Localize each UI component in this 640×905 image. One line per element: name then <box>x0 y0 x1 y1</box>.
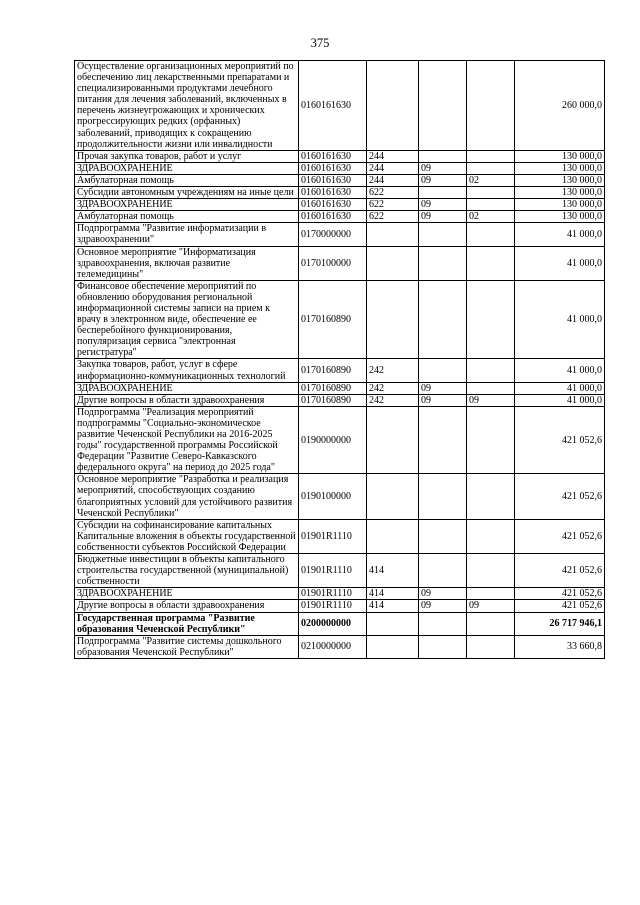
table-row <box>75 223 605 246</box>
target-code: 01901R1110 <box>299 600 367 612</box>
section <box>419 223 467 246</box>
table-row <box>75 612 605 635</box>
budget-table-body <box>75 61 605 659</box>
table-row <box>75 150 605 162</box>
table-row <box>75 600 605 612</box>
section <box>419 61 467 151</box>
subsection: 09 <box>467 394 515 406</box>
expense-type: 242 <box>367 359 419 382</box>
target-code: 0160161630 <box>299 211 367 223</box>
target-code: 0160161630 <box>299 199 367 211</box>
section <box>419 280 467 359</box>
amount: 130 000,0 <box>515 199 605 211</box>
row-name: Амбулаторная помощь <box>75 211 299 223</box>
row-name: Бюджетные инвестиции в объекты капитального строительства государственной (муниципальной) собственности <box>75 554 299 588</box>
expense-type: 244 <box>367 162 419 174</box>
target-code: 0210000000 <box>299 635 367 658</box>
amount: 130 000,0 <box>515 211 605 223</box>
amount: 33 660,8 <box>515 635 605 658</box>
row-name: ЗДРАВООХРАНЕНИЕ <box>75 162 299 174</box>
expense-type <box>367 61 419 151</box>
target-code: 0170160890 <box>299 359 367 382</box>
amount: 421 052,6 <box>515 600 605 612</box>
amount: 130 000,0 <box>515 162 605 174</box>
subsection <box>467 406 515 474</box>
amount: 41 000,0 <box>515 382 605 394</box>
section: 09 <box>419 600 467 612</box>
expense-type <box>367 223 419 246</box>
target-code: 0160161630 <box>299 61 367 151</box>
section <box>419 150 467 162</box>
amount: 421 052,6 <box>515 519 605 553</box>
target-code: 0170000000 <box>299 223 367 246</box>
page-number: 375 <box>310 36 330 50</box>
expense-type: 242 <box>367 394 419 406</box>
section: 09 <box>419 211 467 223</box>
expense-type <box>367 280 419 359</box>
subsection <box>467 199 515 211</box>
amount: 41 000,0 <box>515 359 605 382</box>
expense-type: 622 <box>367 199 419 211</box>
subsection: 02 <box>467 211 515 223</box>
amount: 421 052,6 <box>515 554 605 588</box>
expense-type <box>367 406 419 474</box>
amount: 130 000,0 <box>515 187 605 199</box>
section: 09 <box>419 162 467 174</box>
subsection <box>467 635 515 658</box>
section <box>419 406 467 474</box>
expense-type: 242 <box>367 382 419 394</box>
subsection <box>467 382 515 394</box>
section <box>419 359 467 382</box>
subsection <box>467 61 515 151</box>
amount: 421 052,6 <box>515 474 605 519</box>
subsection <box>467 612 515 635</box>
table-row <box>75 61 605 151</box>
table-row <box>75 382 605 394</box>
expense-type <box>367 519 419 553</box>
expense-type: 622 <box>367 187 419 199</box>
target-code: 0170160890 <box>299 382 367 394</box>
section: 09 <box>419 382 467 394</box>
row-name: Другие вопросы в области здравоохранения <box>75 394 299 406</box>
row-name: Осуществление организационных мероприятий по обеспечению лиц лекарственными препаратами и специализированными продуктами лечебного питания для лечения заболеваний, включенных в перечень жизнеугрожающих и хронических прогрессирующих редких (орфанных) заболеваний, приводящих к сокращению продолжительности жизни или инвалидности <box>75 61 299 151</box>
table-row <box>75 211 605 223</box>
target-code: 01901R1110 <box>299 554 367 588</box>
row-name: Закупка товаров, работ, услуг в сфере информационно-коммуникационных технологий <box>75 359 299 382</box>
section <box>419 246 467 280</box>
row-name: Подпрограмма "Развитие системы дошкольного образования Чеченской Республики" <box>75 635 299 658</box>
section: 09 <box>419 199 467 211</box>
section <box>419 554 467 588</box>
row-name: Государственная программа "Развитие образования Чеченской Республики" <box>75 612 299 635</box>
expense-type <box>367 246 419 280</box>
amount: 41 000,0 <box>515 394 605 406</box>
target-code: 0170160890 <box>299 280 367 359</box>
target-code: 0160161630 <box>299 162 367 174</box>
expense-type: 244 <box>367 150 419 162</box>
subsection: 09 <box>467 600 515 612</box>
expense-type: 414 <box>367 588 419 600</box>
target-code: 0160161630 <box>299 174 367 186</box>
expense-type <box>367 635 419 658</box>
subsection <box>467 588 515 600</box>
amount: 260 000,0 <box>515 61 605 151</box>
section: 09 <box>419 588 467 600</box>
section <box>419 187 467 199</box>
amount: 26 717 946,1 <box>515 612 605 635</box>
target-code: 0190000000 <box>299 406 367 474</box>
row-name: Финансовое обеспечение мероприятий по обновлению оборудования региональной информационной системы записи на прием к врачу в электронном виде, обеспечение ее бесперебойного функционирования, популяризация сервиса "электронная регистратура" <box>75 280 299 359</box>
target-code: 0190100000 <box>299 474 367 519</box>
table-row <box>75 554 605 588</box>
row-name: Прочая закупка товаров, работ и услуг <box>75 150 299 162</box>
subsection <box>467 223 515 246</box>
section <box>419 612 467 635</box>
row-name: ЗДРАВООХРАНЕНИЕ <box>75 199 299 211</box>
subsection <box>467 187 515 199</box>
table-row <box>75 187 605 199</box>
target-code: 0160161630 <box>299 150 367 162</box>
table-row <box>75 359 605 382</box>
section <box>419 635 467 658</box>
expense-type <box>367 474 419 519</box>
table-row <box>75 199 605 211</box>
row-name: Основное мероприятие "Информатизация здравоохранения, включая развитие телемедицины" <box>75 246 299 280</box>
amount: 421 052,6 <box>515 588 605 600</box>
amount: 41 000,0 <box>515 223 605 246</box>
row-name: ЗДРАВООХРАНЕНИЕ <box>75 382 299 394</box>
row-name: Подпрограмма "Развитие информатизации в здравоохранении" <box>75 223 299 246</box>
subsection <box>467 474 515 519</box>
row-name: Субсидии автономным учреждениям на иные цели <box>75 187 299 199</box>
row-name: Амбулаторная помощь <box>75 174 299 186</box>
table-row <box>75 162 605 174</box>
target-code: 01901R1110 <box>299 588 367 600</box>
budget-table <box>74 60 605 659</box>
section <box>419 474 467 519</box>
subsection <box>467 246 515 280</box>
table-row <box>75 280 605 359</box>
subsection <box>467 280 515 359</box>
target-code: 0160161630 <box>299 187 367 199</box>
subsection <box>467 519 515 553</box>
table-row <box>75 246 605 280</box>
table-row <box>75 588 605 600</box>
section: 09 <box>419 394 467 406</box>
expense-type: 244 <box>367 174 419 186</box>
table-row <box>75 474 605 519</box>
amount: 421 052,6 <box>515 406 605 474</box>
amount: 130 000,0 <box>515 150 605 162</box>
amount: 130 000,0 <box>515 174 605 186</box>
row-name: Основное мероприятие "Разработка и реализация мероприятий, способствующих созданию благоприятных условий для устойчивого развития Чеченской Республики" <box>75 474 299 519</box>
amount: 41 000,0 <box>515 280 605 359</box>
subsection <box>467 150 515 162</box>
subsection <box>467 554 515 588</box>
row-name: Подпрограмма "Реализация мероприятий подпрограммы "Социально-экономическое развитие Чеченской Республики на 2016-2025 годы" государственной программы Российской Федерации "Развитие Северо-Кавказского федерального округа" на период до 2025 года" <box>75 406 299 474</box>
row-name: Другие вопросы в области здравоохранения <box>75 600 299 612</box>
table-row <box>75 394 605 406</box>
subsection <box>467 359 515 382</box>
subsection: 02 <box>467 174 515 186</box>
target-code: 0200000000 <box>299 612 367 635</box>
expense-type: 414 <box>367 600 419 612</box>
amount: 41 000,0 <box>515 246 605 280</box>
section: 09 <box>419 174 467 186</box>
table-row <box>75 519 605 553</box>
expense-type <box>367 612 419 635</box>
subsection <box>467 162 515 174</box>
target-code: 0170160890 <box>299 394 367 406</box>
row-name: ЗДРАВООХРАНЕНИЕ <box>75 588 299 600</box>
row-name: Субсидии на софинансирование капитальных Капитальные вложения в объекты государственной собственности субъектов Российской Федерации <box>75 519 299 553</box>
expense-type: 622 <box>367 211 419 223</box>
table-row <box>75 174 605 186</box>
target-code: 0170100000 <box>299 246 367 280</box>
target-code: 01901R1110 <box>299 519 367 553</box>
table-row <box>75 635 605 658</box>
section <box>419 519 467 553</box>
expense-type: 414 <box>367 554 419 588</box>
table-row <box>75 406 605 474</box>
